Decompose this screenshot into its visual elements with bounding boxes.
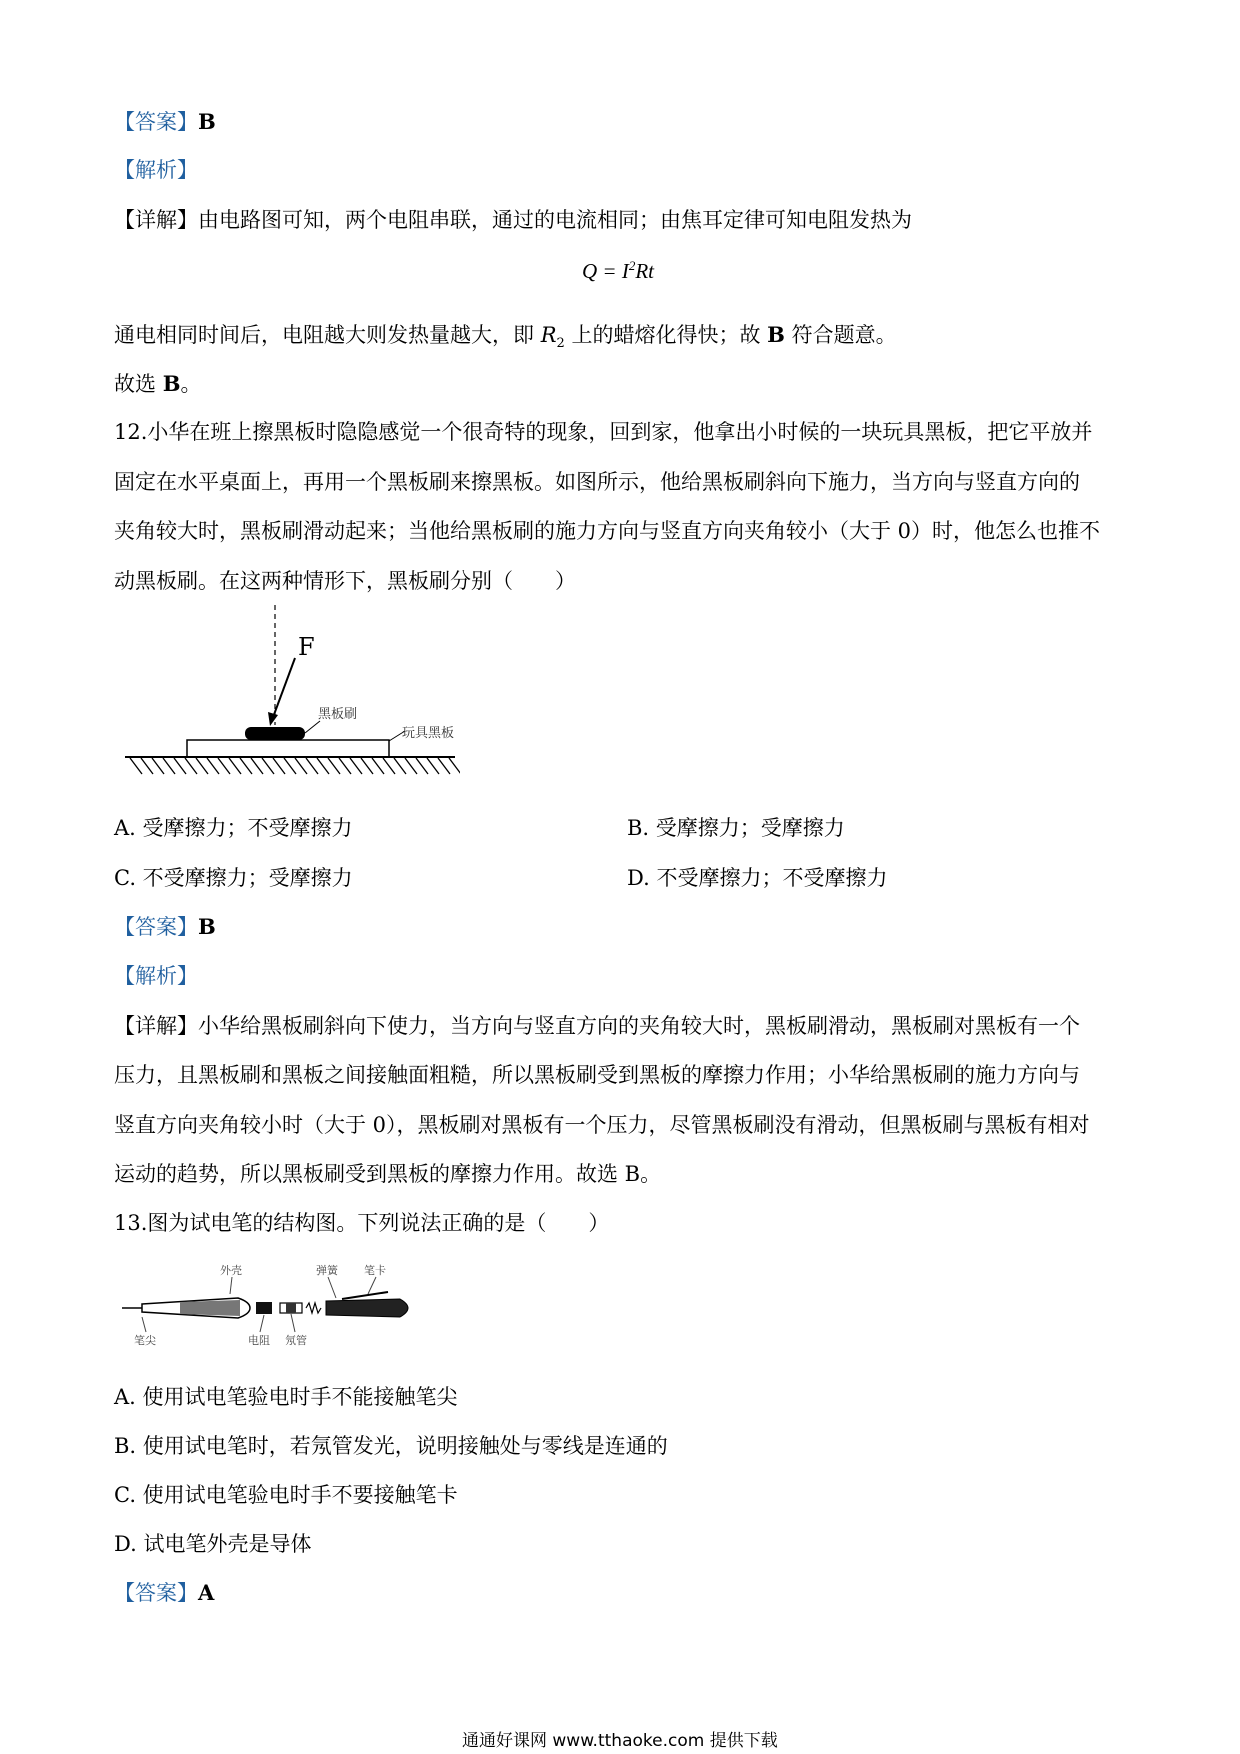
hatch-stroke (273, 758, 285, 774)
answer-line-q11 (114, 106, 216, 136)
line2-bold: B (767, 322, 785, 347)
q13-stem: 13.图为试电笔的结构图。下列说法正确的是（ ） (114, 1211, 610, 1235)
detail-text: 小华给黑板刷斜向下使力，当方向与竖直方向的夹角较大时，黑板刷滑动，黑板刷对黑板有一个 (198, 1014, 1080, 1038)
hatch-stroke (251, 758, 263, 774)
detail-tag: 【详解】 (114, 1014, 198, 1038)
q12-stem-line-1: 12.小华在班上擦黑板时隐隐感觉一个很奇特的现象，回到家，他拿出小时候的一块玩具黑板，把它平放并 (114, 420, 1093, 444)
hatch-stroke (174, 758, 186, 774)
brush-leader-line (305, 721, 320, 733)
hatch-stroke (196, 758, 208, 774)
shell-leader (230, 1277, 232, 1294)
hatch-stroke (295, 758, 307, 774)
line2-text-b: 上的蜡熔化得快；故 (564, 323, 768, 347)
hatch-stroke (306, 758, 318, 774)
hatch-stroke (394, 758, 406, 774)
conclusion-text-a: 故选 (114, 372, 163, 396)
hatch-stroke (438, 758, 450, 774)
hatch-stroke (416, 758, 428, 774)
spring-label: 弹簧 (316, 1264, 338, 1277)
line2-text-c: 符合题意。 (784, 323, 897, 347)
q12-option-a: A. 受摩擦力；不受摩擦力 (114, 816, 353, 840)
detail-line2-q11 (114, 319, 897, 351)
resistor-leader (260, 1315, 264, 1332)
q13-option-a: A. 使用试电笔验电时手不能接触笔尖 (114, 1385, 458, 1409)
force-arrowhead (268, 712, 278, 726)
answer-value: A (198, 1580, 215, 1605)
answer-line-q12 (114, 911, 216, 941)
q13-option-b: B. 使用试电笔时，若氖管发光，说明接触处与零线是连通的 (114, 1434, 668, 1458)
q12-detail-line-3: 竖直方向夹角较小时（大于 0），黑板刷对黑板有一个压力，尽管黑板刷没有滑动，但黑板刷与黑板有相对 (114, 1113, 1090, 1137)
chalkboard-brush (245, 727, 305, 740)
clip-label: 笔卡 (364, 1264, 386, 1277)
analysis-tag: 【解析】 (114, 964, 198, 988)
hatch-stroke (185, 758, 197, 774)
force-label: F (298, 633, 315, 661)
pen-clip (342, 1292, 388, 1299)
conclusion-q11 (114, 368, 201, 398)
hatch-stroke (383, 758, 395, 774)
q12-option-d: D. 不受摩擦力；不受摩擦力 (627, 866, 888, 890)
tube-leader (291, 1314, 295, 1332)
page-footer: 通通好课网 www.tthaoke.com 提供下载 (462, 1731, 778, 1751)
q12-stem-line-2: 固定在水平桌面上，再用一个黑板刷来擦黑板。如图所示，他给黑板刷斜向下施力，当方向与竖直方向的 (114, 470, 1080, 494)
hatch-stroke (218, 758, 230, 774)
tip-leader (142, 1317, 146, 1332)
hatch-stroke (207, 758, 219, 774)
line2-text-a: 通电相同时间后，电阻越大则发热量越大，即 (114, 323, 541, 347)
board-label: 玩具黑板 (402, 726, 455, 741)
hatch-stroke (405, 758, 417, 774)
hatch-stroke (328, 758, 340, 774)
spring (306, 1303, 321, 1313)
answer-tag: 【答案】 (114, 110, 198, 134)
hatch-stroke (361, 758, 373, 774)
hatch-stroke (350, 758, 362, 774)
hatch-stroke (229, 758, 241, 774)
detail-text: 由电路图可知，两个电阻串联，通过的电流相同；由焦耳定律可知电阻发热为 (198, 208, 912, 232)
hatch-stroke (449, 758, 460, 774)
hatch-stroke (130, 758, 142, 774)
q12-detail-line-2: 压力，且黑板刷和黑板之间接触面粗糙，所以黑板刷受到黑板的摩擦力作用；小华给黑板刷的施力方向与 (114, 1063, 1080, 1087)
answer-tag: 【答案】 (114, 915, 198, 939)
detail-tag: 【详解】 (114, 208, 198, 232)
q12-detail-line-1 (114, 1010, 1080, 1040)
q12-stem-line-4: 动黑板刷。在这两种情形下，黑板刷分别（ ） (114, 569, 576, 593)
q12-detail-line-4: 运动的趋势，所以黑板刷受到黑板的摩擦力作用。故选 B。 (114, 1162, 662, 1186)
hatch-stroke (317, 758, 329, 774)
neon-tube-core (286, 1303, 296, 1313)
answer-tag: 【答案】 (114, 1581, 198, 1605)
resistor-subscript: 2 (556, 336, 565, 352)
q12-option-b: B. 受摩擦力；受摩擦力 (627, 816, 845, 840)
hatch-stroke (152, 758, 164, 774)
pen-cap (326, 1299, 408, 1317)
q13-figure (120, 1262, 420, 1352)
conclusion-text-b: 。 (180, 372, 202, 396)
analysis-tag: 【解析】 (114, 158, 198, 182)
detail-line-q11 (114, 204, 912, 234)
q13-option-c: C. 使用试电笔验电时手不要接触笔卡 (114, 1483, 458, 1507)
table-hatching (130, 758, 460, 774)
resistor-label: 电阻 (248, 1334, 270, 1347)
spring-leader (328, 1277, 336, 1298)
hatch-stroke (262, 758, 274, 774)
pen-shell-shade (180, 1300, 240, 1316)
hatch-stroke (284, 758, 296, 774)
hatch-stroke (163, 758, 175, 774)
formula-joule: $Q = I^2Rt$ (582, 258, 655, 283)
brush-label: 黑板刷 (318, 707, 358, 722)
toy-chalkboard (187, 740, 389, 757)
hatch-stroke (141, 758, 153, 774)
hatch-stroke (427, 758, 439, 774)
shell-label: 外壳 (220, 1264, 242, 1277)
tube-label: 氖管 (285, 1334, 307, 1347)
answer-line-q13 (114, 1577, 214, 1607)
q12-figure (120, 600, 460, 780)
q13-option-d: D. 试电笔外壳是导体 (114, 1532, 312, 1556)
clip-leader (368, 1277, 376, 1294)
q12-stem-line-3: 夹角较大时，黑板刷滑动起来；当他给黑板刷的施力方向与竖直方向夹角较小（大于 0）时，他怎么也推不 (114, 519, 1101, 543)
q12-option-c: C. 不受摩擦力；受摩擦力 (114, 866, 353, 890)
answer-value: B (198, 914, 216, 939)
answer-value: B (198, 109, 216, 134)
hatch-stroke (240, 758, 252, 774)
resistor (256, 1302, 272, 1314)
resistor-symbol: R (540, 323, 557, 347)
hatch-stroke (372, 758, 384, 774)
conclusion-bold: B (162, 371, 181, 396)
tip-label: 笔尖 (134, 1334, 156, 1347)
hatch-stroke (339, 758, 351, 774)
